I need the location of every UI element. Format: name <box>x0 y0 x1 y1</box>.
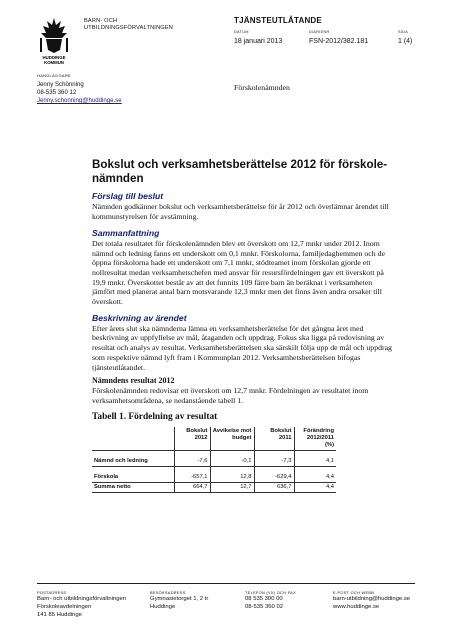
table-cell: -0,1 <box>210 456 254 466</box>
footer-label: TELEFON (VX) OCH FAX <box>245 590 296 595</box>
datum-label: DATUM <box>234 30 249 34</box>
footer-line: Förskoleavdelningen <box>37 603 92 610</box>
organisation-name <box>84 18 173 32</box>
org-line: BARN- OCH <box>84 18 118 24</box>
sida-value: 1 (4) <box>398 38 413 45</box>
logo-text-2: KOMMUN <box>44 60 64 65</box>
forslag-heading: Förslag till beslut <box>92 191 164 202</box>
table-row <box>92 472 336 482</box>
footer-postadress <box>37 589 126 619</box>
footer-line: Huddinge <box>150 603 176 610</box>
footer-line: Barn- och utbildningsförvaltningen <box>37 596 127 602</box>
footer-telefon <box>245 589 296 612</box>
handlaggare-name: Jenny Schönning <box>37 81 84 88</box>
diarienr-value: FSN-2012/382.181 <box>309 38 369 45</box>
table-cell: -7,6 <box>174 456 210 466</box>
footer-label: POSTADRESS <box>37 590 67 595</box>
table-cell: 4,1 <box>294 456 336 466</box>
table-header: Avvikelse mot budget <box>210 427 254 451</box>
table-cell: -7,3 <box>254 456 294 466</box>
table-header: Bokslut 2012 <box>174 427 210 451</box>
handlaggare-block <box>37 81 122 106</box>
sammanfattning-heading: Sammanfattning <box>92 227 160 238</box>
footer-line: 141 85 Huddinge <box>37 611 82 618</box>
table-row <box>92 456 336 466</box>
table-header-row <box>92 427 336 451</box>
footer-web-link[interactable]: www.huddinge.se <box>333 603 380 610</box>
table-cell: Nämnd och ledning <box>92 456 174 466</box>
footer-line: 08 535 300 00 <box>245 596 283 602</box>
table-header <box>92 427 174 451</box>
table-cell: 636,7 <box>254 482 294 492</box>
table-cell: -629,4 <box>254 472 294 482</box>
table-cell: Förskola <box>92 472 174 482</box>
resultat-text: Förskolenämnden redovisar ett överskott om 12,7 mnkr. Fördelningen av resultatet inom verksamhetsområdena, se nedanstående tabell 1. <box>92 386 369 405</box>
footer-line: 08-535 360 02 <box>245 603 283 610</box>
footer-webb <box>333 589 410 612</box>
footer-line: Gymnasietorget 1, 2 tr <box>150 596 209 602</box>
table-cell: 12,8 <box>210 472 254 482</box>
huddinge-logo <box>34 16 74 66</box>
sida-label: SIDA <box>398 30 409 34</box>
beskrivning-heading: Beskrivning av ärendet <box>92 312 187 323</box>
document-type: TJÄNSTEUTLÅTANDE <box>234 16 322 25</box>
footer-email-link[interactable]: barn-utbildning@huddinge.se <box>333 596 411 602</box>
footer-besoksadress <box>150 589 208 612</box>
logo-text-1: HUDDINGE <box>42 55 66 60</box>
recipient: Förskolenämnden <box>234 83 290 92</box>
table-cell: 4,4 <box>294 472 336 482</box>
table-caption: Tabell 1. Fördelning av resultat <box>92 411 218 422</box>
datum-value: 18 januari 2013 <box>234 38 283 45</box>
table-cell: 4,4 <box>294 482 336 492</box>
table-cell: 12,7 <box>210 482 254 492</box>
handlaggare-label: HANDLÄGGARE <box>37 73 71 78</box>
table-cell: -657,1 <box>174 472 210 482</box>
sammanfattning-text: Det totala resultatet för förskolenämnden blev ett överskott om 12,7 mnkr under 2012. Inom nämnd och ledning fanns ett underskott om 0,1 mnkr. Förskolorna, familjedaghemmen och de öppna förskolorna hade ett underskott om 7,1 mnkr, stödteamet inom förskolan gjorde ett nollresultat medan verksamhetschefen med ansvar för resursfördelningen gav ett överskott på 19,9 mnkr. Överskottet består av att det funnits 109 färre barn än beräknat i verksamheten jämfört med planerat antal barn motsvarande 12,3 mnkr men det finns även andra orsaker till överskott. <box>92 238 385 307</box>
footer-divider <box>37 583 415 584</box>
org-line: UTBILDNINGSFÖRVALTNINGEN <box>84 25 174 31</box>
handlaggare-email-link[interactable]: Jenny.schonning@huddinge.se <box>37 97 122 105</box>
handlaggare-phone: 08-535 360 12 <box>37 89 77 97</box>
table-header: Bokslut 2011 <box>254 427 294 451</box>
table-cell: 664,7 <box>174 482 210 492</box>
table-cell: Summa netto <box>92 482 174 492</box>
beskrivning-text: Efter årets slut ska nämnderna lämna en verksamhetsberättelse för det gångna året med beskrivning av uppfyllelse av mål, åtaganden och uppdrag. Fokus ska ligga på redovisning av resultat och analys av resultat. Verksamhetsberättelsen ska särskilt följa upp de mål och uppdrag som respektive nämnd lyft fram i Kommunplan 2012. Verksamhetsberättelsen bifogas tjänsteutlåtandet. <box>92 323 392 372</box>
forslag-text: Nämnden godkänner bokslut och verksamhetsberättelse för år 2012 och överlämnar ärendet till kommunstyrelsen för avstämning. <box>92 202 389 222</box>
diarienr-label: DIARIENR <box>309 30 330 34</box>
footer-label: E-POST OCH WEBB <box>333 590 375 595</box>
result-table <box>92 427 336 493</box>
resultat-heading: Nämndens resultat 2012 <box>92 376 175 386</box>
table-row <box>92 482 336 492</box>
footer-label: BESÖKSADRESS <box>150 590 186 595</box>
document-body <box>92 158 392 493</box>
document-title: Bokslut och verksamhetsberättelse 2012 för förskole-nämnden <box>92 158 388 186</box>
table-header: Förändring 2012/2011 (%) <box>294 427 336 451</box>
